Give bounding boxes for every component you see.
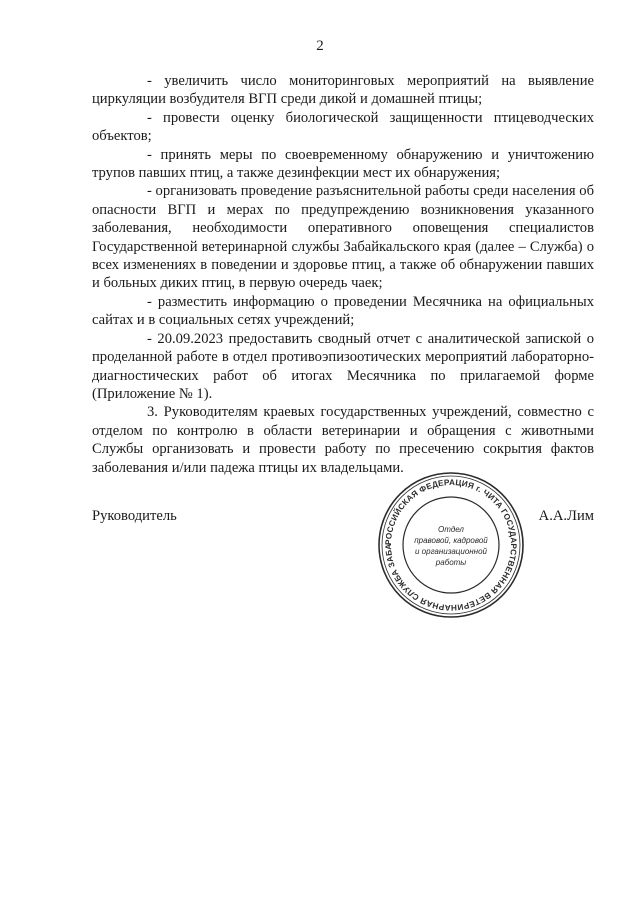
list-item: - 20.09.2023 предоставить сводный отчет с аналитической запиской о проделанной работе в отдел противоэпизоотических мероприятий лабораторно-диагностических работ об итогах Месячника по прилагаемой форме (Приложение № 1).: [92, 330, 594, 402]
numbered-paragraph: 3. Руководителям краевых государственных учреждений, совместно с отделом по контролю в области ветеринарии и обращения с животными Службы организовать и провести работу по пресечению сокрытия фактов заболевания и/или падежа птицы их владельцами.: [92, 404, 594, 476]
list-item: - провести оценку биологической защищенности птицеводческих объектов;: [92, 109, 594, 145]
seal-graphic: [376, 470, 526, 620]
seal-center-line: работы: [435, 558, 467, 567]
official-seal: [376, 470, 526, 620]
page-number: 2: [316, 38, 324, 54]
list-item: - увеличить число мониторинговых мероприятий на выявление циркуляции возбудителя ВГП среди дикой и домашней птицы;: [92, 73, 594, 108]
signer-name: А.А.Лим: [538, 508, 594, 524]
seal-center-line: и организационной: [415, 547, 487, 556]
list-item: - разместить информацию о проведении Месячника на официальных сайтах и в социальных сетях учреждений;: [92, 293, 594, 329]
seal-center-line: правовой, кадровой: [414, 536, 488, 545]
signer-title: Руководитель: [92, 508, 177, 524]
list-item: - принять меры по своевременному обнаружению и уничтожению трупов павших птиц, а также дезинфекции мест их обнаружения;: [92, 146, 594, 182]
document-body: [92, 72, 594, 477]
seal-center-line: Отдел: [438, 525, 464, 534]
list-item: - организовать проведение разъяснительной работы среди населения об опасности ВГП и мерах по предупреждению возникновения указанного заболевания, необходимости оперативного оповещения специалистов Государственной ветеринарной службы Забайкальского края (далее – Служба) о всех изменениях в поведении и здоровье птиц, а также об обнаружении павших и больных диких птиц, в первую очередь чаек;: [92, 183, 594, 292]
seal-outer-text: РОССИЙСКАЯ ФЕДЕРАЦИЯ г. ЧИТА ГОСУДАРСТВЕННАЯ ВЕТЕРИНАРНАЯ СЛУЖБА ЗАБА: [383, 477, 519, 613]
